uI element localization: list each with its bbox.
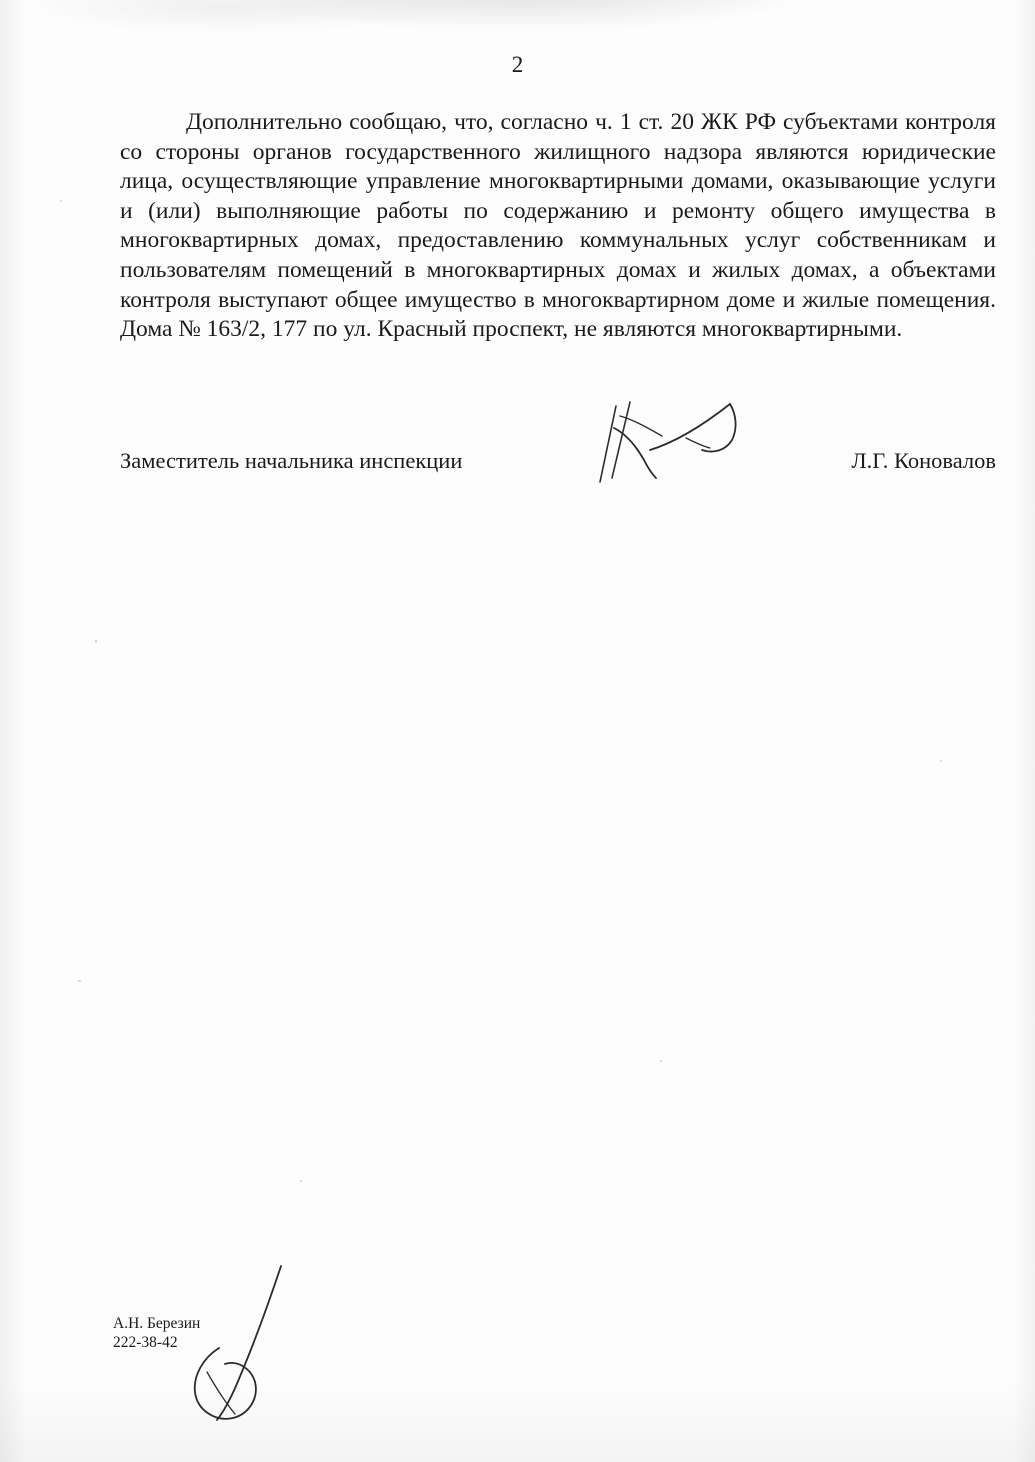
scan-speck bbox=[660, 1060, 662, 1062]
signatory-position: Заместитель начальника инспекции bbox=[120, 448, 463, 473]
handwritten-signature-icon bbox=[590, 398, 770, 488]
bottom-handwritten-mark-icon bbox=[185, 1262, 315, 1437]
scan-speck bbox=[940, 760, 942, 762]
body-paragraph: Дополнительно сообщаю, что, согласно ч. 1 ст. 20 ЖК РФ субъектами контроля со стороны органов государственного жилищного надзора являются юридические лица, осуществляющие управление многоквартирными домами, оказывающие услуги и (или) выполняющие работы по содержанию и ремонту общего имущества в многоквартирных домах, предоставлению коммунальных услуг собственникам и пользователям помещений в многоквартирных домах и жилых домах, а объектами контроля выступают общее имущество в многоквартирном доме и жилые помещения. Дома № 163/2, 177 по ул. Красный проспект, не являются многоквартирными. bbox=[120, 109, 996, 343]
page-number: 2 bbox=[511, 52, 524, 77]
signature-block bbox=[120, 448, 996, 488]
executor-name: А.Н. Березин bbox=[113, 1315, 201, 1332]
signatory-name: Л.Г. Коновалов bbox=[851, 448, 996, 473]
executor-phone: 222-38-42 bbox=[113, 1334, 178, 1351]
scan-speck bbox=[78, 980, 81, 982]
scan-speck bbox=[60, 200, 62, 202]
executor-block bbox=[113, 1314, 200, 1352]
scan-speck bbox=[95, 640, 97, 643]
scan-speck bbox=[300, 1180, 302, 1182]
